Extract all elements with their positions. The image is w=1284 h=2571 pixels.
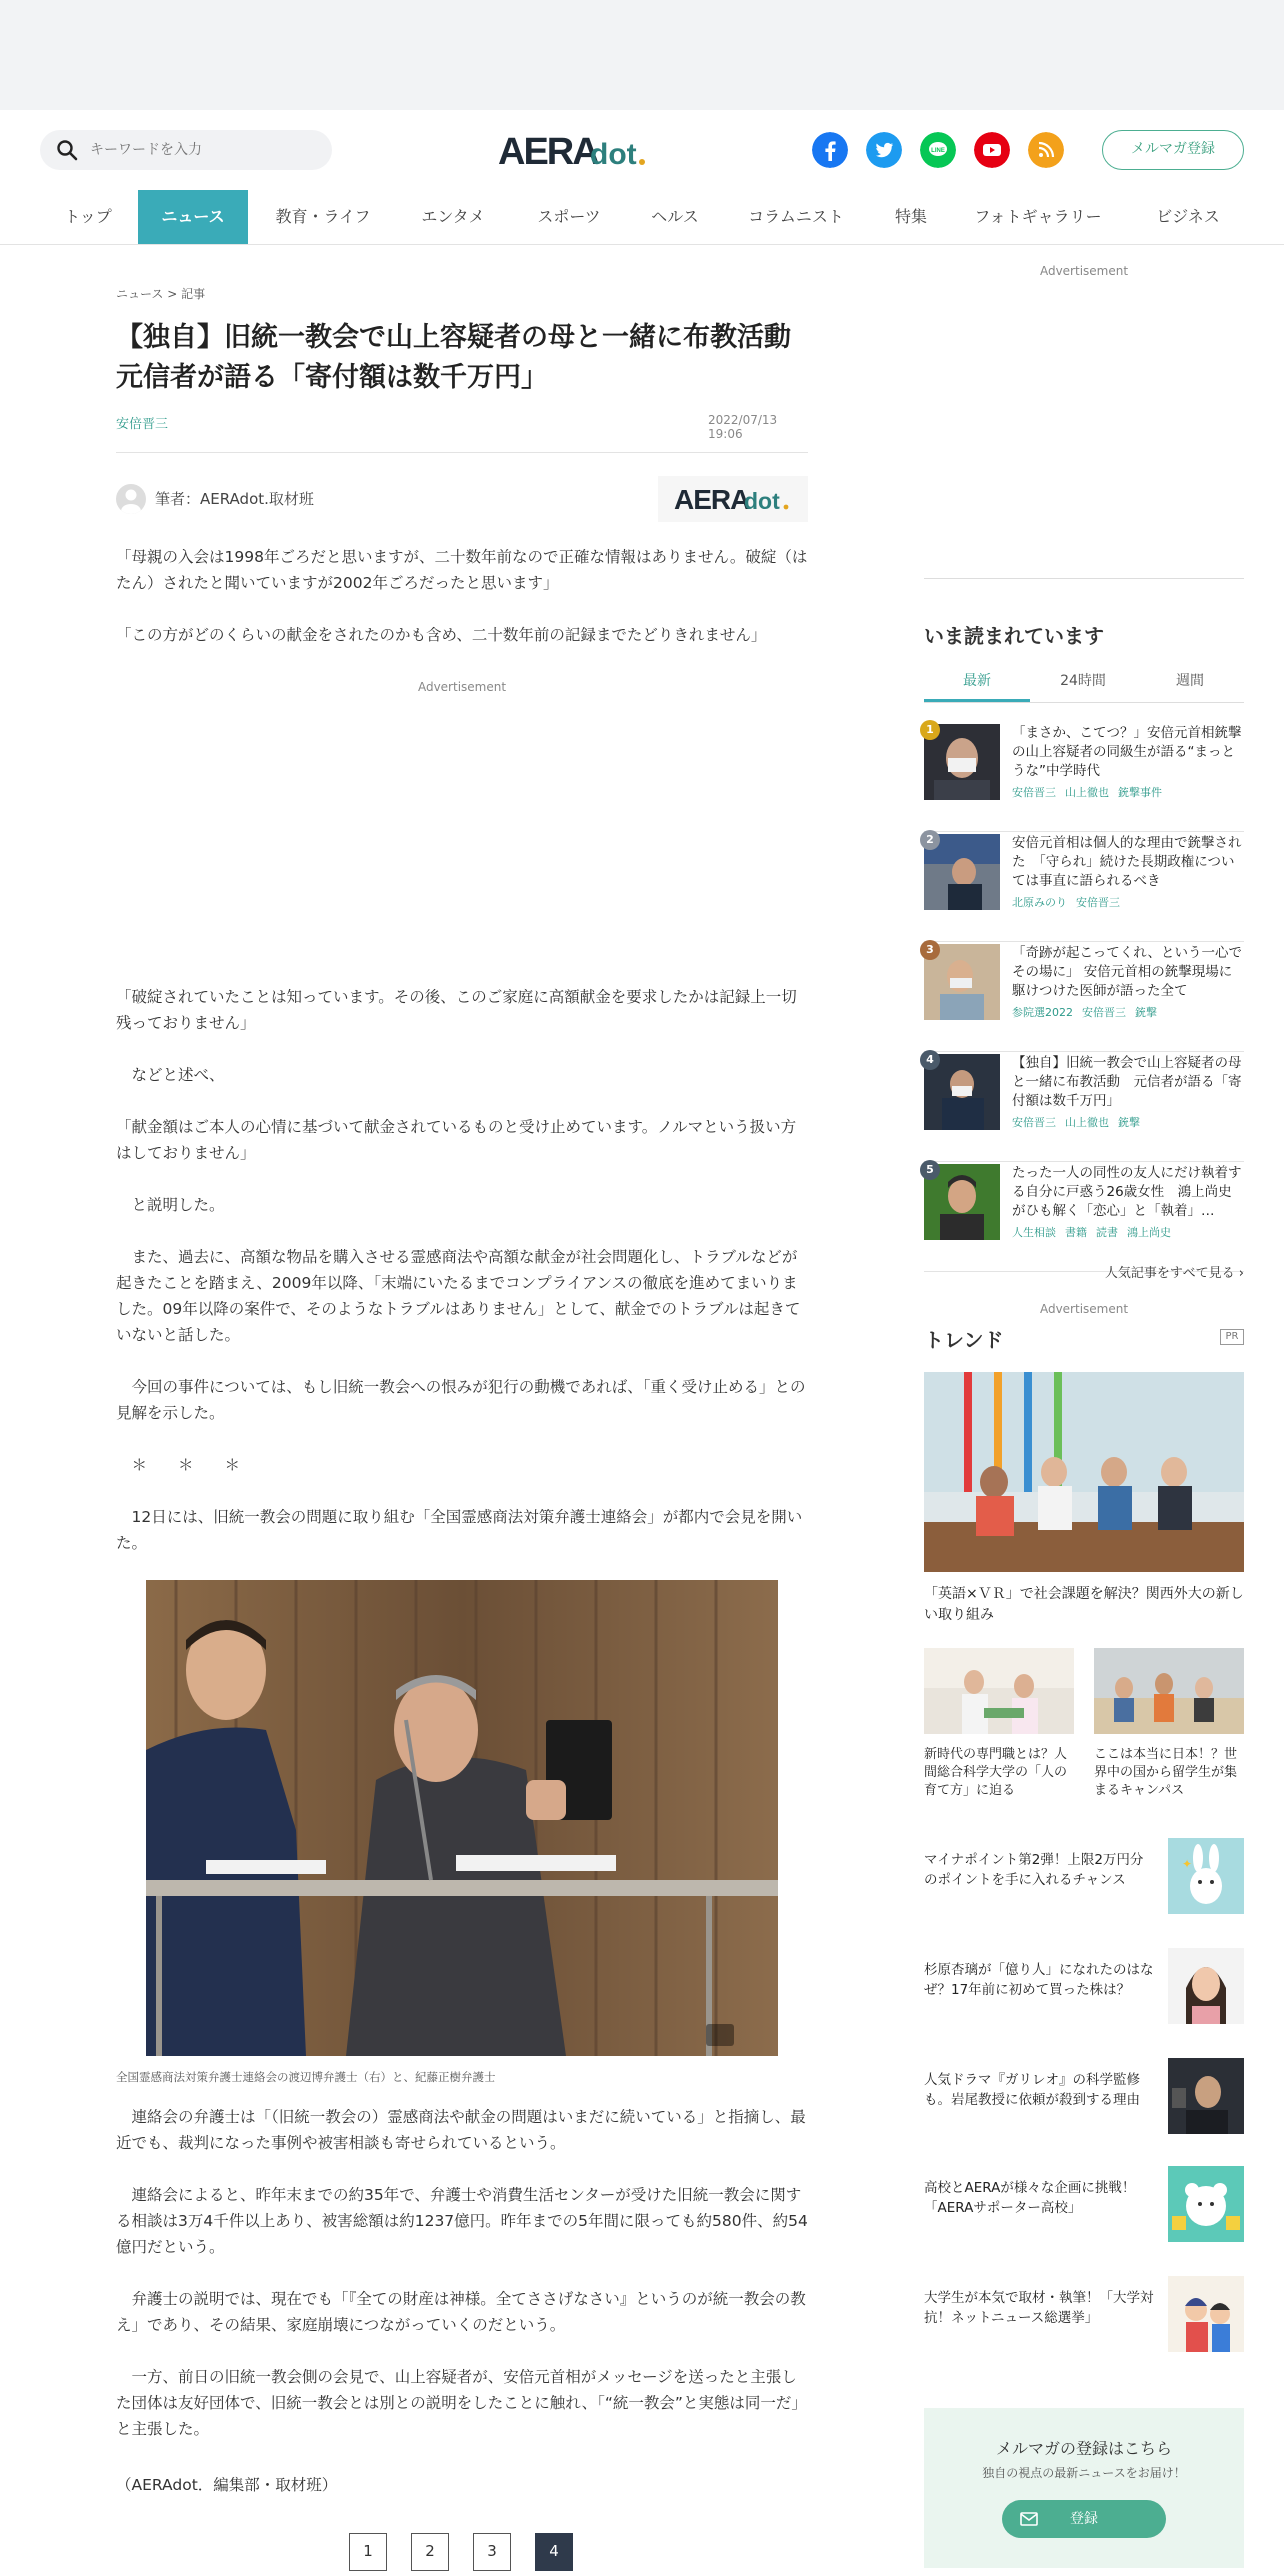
newsletter-signup-label: 登録 bbox=[1070, 2511, 1098, 2527]
svg-text:✦: ✦ bbox=[1182, 1857, 1193, 1871]
twitter-icon[interactable] bbox=[866, 132, 902, 168]
ranking-title: 安倍元首相は個人的な理由で銃撃された 「守られ」続けた長期政権については事直に語られるべき bbox=[1012, 835, 1242, 889]
tag[interactable]: 山上徹也 bbox=[1065, 1116, 1109, 1129]
svg-text:dot: dot bbox=[744, 488, 780, 514]
ranking-tags bbox=[1012, 1004, 1166, 1020]
tag[interactable]: 安倍晋三 bbox=[1082, 1006, 1126, 1019]
tag[interactable]: 山上徹也 bbox=[1065, 786, 1109, 799]
professor-portrait-image bbox=[1168, 2058, 1244, 2134]
author-avatar bbox=[116, 484, 146, 514]
ad-label: Advertisement bbox=[1039, 264, 1129, 278]
trend-title[interactable]: ここは本当に日本！？世界中の国から留学生が集まるキャンパス bbox=[1094, 1747, 1238, 1798]
see-all-label: 人気記事をすべて見る bbox=[1104, 1266, 1235, 1281]
line-icon[interactable] bbox=[920, 132, 956, 168]
rank-number-badge: 2 bbox=[920, 830, 940, 850]
rank-number-badge: 5 bbox=[920, 1160, 940, 1180]
students-illustration-image bbox=[1168, 2276, 1244, 2352]
ranking-item[interactable] bbox=[924, 724, 1244, 832]
byline-aera-logo bbox=[658, 476, 808, 522]
mynapoint-rabbit-image bbox=[1168, 1838, 1244, 1914]
ad-label: Advertisement bbox=[417, 680, 507, 694]
site-header bbox=[0, 110, 1284, 245]
trend-item[interactable] bbox=[924, 1948, 1244, 2026]
svg-text:dot: dot bbox=[590, 138, 637, 171]
trend-item[interactable] bbox=[924, 2276, 1244, 2354]
trend-thumbnail[interactable] bbox=[1094, 1648, 1244, 1734]
tag[interactable]: 安倍晋三 bbox=[1012, 786, 1056, 799]
article-photo[interactable] bbox=[146, 1580, 778, 2056]
see-all-popular-link[interactable] bbox=[1105, 1262, 1244, 1281]
newsletter-box bbox=[924, 2408, 1244, 2568]
rank-number-badge: 1 bbox=[920, 720, 940, 740]
nav-top[interactable]: トップ bbox=[64, 207, 112, 226]
search-box[interactable] bbox=[40, 130, 332, 170]
ad-label: Advertisement bbox=[1039, 1302, 1129, 1316]
mail-icon bbox=[1020, 2512, 1038, 2526]
ranking-item[interactable] bbox=[924, 944, 1244, 1052]
tag[interactable]: 銃撃 bbox=[1118, 1116, 1140, 1129]
nav-sports[interactable]: スポーツ bbox=[537, 207, 601, 226]
trend-thumbnail[interactable] bbox=[924, 1648, 1074, 1734]
ranking-item[interactable] bbox=[924, 834, 1244, 942]
aera-dot-logo[interactable] bbox=[498, 124, 648, 176]
paragraph: 今回の事件については、もし旧統一教会への恨みが犯行の動機であれば、「重く受け止める」との見解を示した。 bbox=[116, 1378, 806, 1422]
tag[interactable]: 鴻上尚史 bbox=[1127, 1226, 1171, 1239]
rss-icon[interactable] bbox=[1028, 132, 1064, 168]
divider bbox=[116, 452, 808, 453]
paragraph: 連絡会の弁護士は「（旧統一教会の）霊感商法や献金の問題はいまだに続いている」と指摘し、最近でも、裁判になった事例や被害相談も寄せられているという。 bbox=[116, 2108, 806, 2152]
nav-business[interactable]: ビジネス bbox=[1156, 207, 1220, 226]
trend-title: 人気ドラマ『ガリレオ』の科学監修も。岩尾教授に依頼が殺到する理由 bbox=[924, 2072, 1140, 2108]
paragraph: 連絡会によると、昨年末までの約35年で、弁護士や消費生活センターが受けた旧統一教会に関する相談は3万4千件以上あり、被害総額は約1237億円。昨年までの5年間に限っても約580件、約54億円だという。 bbox=[116, 2186, 808, 2256]
page-3[interactable]: 3 bbox=[473, 2533, 511, 2571]
article-title-line2: 元信者が語る「寄付額は数千万円」 bbox=[116, 362, 548, 393]
search-icon bbox=[56, 139, 78, 161]
main-nav bbox=[0, 190, 1284, 244]
newsletter-register-button[interactable]: メルマガ登録 bbox=[1102, 130, 1244, 170]
divider bbox=[924, 702, 1244, 703]
ranking-tab-weekly[interactable]: 週間 bbox=[1176, 673, 1204, 689]
ranking-tags bbox=[1012, 1224, 1180, 1240]
newsletter-subtitle: 独自の視点の最新ニュースをお届け！ bbox=[982, 2466, 1186, 2480]
aera-mascot-image bbox=[1168, 2166, 1244, 2242]
trend-feature-title[interactable]: 「英語×ＶＲ」で社会課題を解決？関西外大の新しい取り組み bbox=[924, 1586, 1244, 1623]
author-credit: （AERAdot．編集部・取材班） bbox=[116, 2476, 338, 2494]
paragraph: 12日には、旧統一教会の問題に取り組む「全国霊感商法対策弁護士連絡会」が都内で会見を開いた。 bbox=[116, 1508, 803, 1552]
svg-text:AERA: AERA bbox=[498, 131, 598, 173]
woman-portrait-image bbox=[1168, 1948, 1244, 2024]
nav-features[interactable]: 特集 bbox=[894, 207, 927, 226]
tag[interactable]: 読書 bbox=[1096, 1226, 1118, 1239]
trend-item[interactable] bbox=[924, 2166, 1244, 2244]
newsletter-signup-button[interactable] bbox=[1002, 2500, 1166, 2538]
ranking-title: たった一人の同性の友人にだけ執着する自分に戸惑う26歳女性 鴻上尚史がひも解く「恋心」と「執着」… bbox=[1012, 1165, 1242, 1219]
tag[interactable]: 参院選2022 bbox=[1012, 1006, 1073, 1019]
paragraph: 弁護士の説明では、現在でも「『全ての財産は神様。全てささげなさい』というのが統一教会の教え」であり、その結果、家庭崩壊につながっていくのだという。 bbox=[116, 2290, 806, 2334]
ranking-item[interactable] bbox=[924, 1054, 1244, 1162]
trend-title[interactable]: 新時代の専門職とは？人間総合科学大学の「人の育て方」に迫る bbox=[924, 1747, 1068, 1798]
svg-text:LINE: LINE bbox=[931, 148, 945, 154]
tag[interactable]: 銃撃 bbox=[1135, 1006, 1157, 1019]
divider bbox=[924, 578, 1244, 579]
tag[interactable]: 銃撃事件 bbox=[1118, 786, 1162, 799]
page-4[interactable]: 4 bbox=[535, 2533, 573, 2571]
youtube-icon[interactable] bbox=[974, 132, 1010, 168]
ranking-heading: いま読まれています bbox=[924, 624, 1104, 648]
chevron-right-icon: › bbox=[1238, 1266, 1244, 1281]
publish-date: 2022/07/13 19:06 bbox=[708, 413, 778, 441]
nav-education-life[interactable]: 教育・ライフ bbox=[275, 207, 371, 226]
trend-title: 杉原杏璃が「億り人」になれたのはなぜ？17年前に初めて買った株は？ bbox=[924, 1962, 1154, 1998]
ranking-tab-latest[interactable]: 最新 bbox=[924, 670, 1030, 702]
trend-item[interactable] bbox=[924, 2058, 1244, 2136]
breadcrumb[interactable]: ニュース > 記事 bbox=[116, 287, 206, 301]
ranking-tags bbox=[1012, 784, 1171, 800]
paragraph: 「破綻されていたことは知っています。その後、このご家庭に高額献金を要求したかは記録上一切残っておりません」 bbox=[116, 988, 797, 1032]
ranking-title: 【独自】旧統一教会で山上容疑者の母と一緒に布教活動 元信者が語る「寄付額は数千万円」 bbox=[1012, 1055, 1242, 1109]
paragraph: などと述べ、 bbox=[116, 1066, 225, 1084]
paragraph: 一方、前日の旧統一教会側の会見で、山上容疑者が、安倍元首相がメッセージを送ったと主張した団体は友好団体で、旧統一教会とは別との説明をしたことに触れ、「“統一教会”と実態は同一だ」と主張した。 bbox=[116, 2368, 807, 2438]
paragraph: 「母親の入会は1998年ごろだと思いますが、二十数年前なので正確な情報はありません。破綻（はたん）されたと聞いていますが2002年ごろだったと思います」 bbox=[116, 548, 808, 592]
tag[interactable]: 安倍晋三 bbox=[1076, 896, 1120, 909]
ranking-item[interactable] bbox=[924, 1164, 1244, 1272]
search-input[interactable] bbox=[90, 130, 320, 170]
ranking-title: 「奇跡が起こってくれ、という一心でその場に」 安倍元首相の銃撃現場に駆けつけた医師が語った全て bbox=[1012, 945, 1243, 999]
top-ad-band bbox=[0, 0, 1284, 110]
separator-stars: ＊ ＊ ＊ bbox=[116, 1456, 241, 1474]
trend-item[interactable] bbox=[924, 1838, 1244, 1916]
nav-health[interactable]: ヘルス bbox=[651, 207, 699, 226]
pr-badge: PR bbox=[1220, 1329, 1244, 1345]
trend-title: マイナポイント第2弾！上限2万円分のポイントを手に入れるチャンス bbox=[924, 1852, 1144, 1888]
ranking-tags bbox=[1012, 894, 1129, 910]
paragraph: また、過去に、高額な物品を購入させる霊感商法や高額な献金が社会問題化し、トラブルなどが起きたことを踏まえ、2009年以降、「末端にいたるまでコンプライアンスの徹底を進めてまいりました。09年以降の案件で、そのようなトラブルはありません」として、献金でのトラブルは起きていないと話した。 bbox=[116, 1248, 801, 1344]
nav-news[interactable]: ニュース bbox=[138, 190, 248, 244]
trend-feature-image[interactable] bbox=[924, 1372, 1244, 1572]
paragraph: 「この方がどのくらいの献金をされたのかも含め、二十数年前の記録までたどりきれません」 bbox=[116, 626, 767, 644]
tag[interactable]: 安倍晋三 bbox=[1012, 1116, 1056, 1129]
ranking-tab-24h[interactable]: 24時間 bbox=[1060, 673, 1106, 689]
page-2[interactable]: 2 bbox=[411, 2533, 449, 2571]
tag[interactable]: 北原みのり bbox=[1012, 896, 1067, 909]
trend-title: 高校とAERAが様々な企画に挑戦！「AERAサポーター高校」 bbox=[924, 2180, 1136, 2216]
article-tag-link[interactable]: 安倍晋三 bbox=[116, 417, 169, 432]
page-1[interactable]: 1 bbox=[349, 2533, 387, 2571]
rank-number-badge: 4 bbox=[920, 1050, 940, 1070]
article-title bbox=[116, 318, 816, 398]
rank-number-badge: 3 bbox=[920, 940, 940, 960]
trend-heading: トレンド bbox=[924, 1328, 1004, 1352]
svg-text:AERA: AERA bbox=[674, 484, 750, 515]
nav-columnist[interactable]: コラムニスト bbox=[748, 207, 844, 226]
nav-entertainment[interactable]: エンタメ bbox=[421, 207, 485, 226]
nav-photo-gallery[interactable]: フォトギャラリー bbox=[974, 207, 1102, 226]
tag[interactable]: 人生相談 bbox=[1012, 1226, 1056, 1239]
trend-title: 大学生が本気で取材・執筆！「大学対抗！ネットニュース総選挙」 bbox=[924, 2290, 1154, 2326]
tag[interactable]: 書籍 bbox=[1065, 1226, 1087, 1239]
paragraph: と説明した。 bbox=[116, 1196, 225, 1214]
byline: 筆者：AERAdot.取材班 bbox=[155, 490, 314, 508]
ranking-title: 「まさか、こてつ？」安倍元首相銃撃の山上容疑者の同級生が語る“まっとうな”中学時代 bbox=[1012, 725, 1242, 779]
ranking-tags bbox=[1012, 1114, 1149, 1130]
facebook-icon[interactable] bbox=[812, 132, 848, 168]
article-title-line1: 【独自】旧統一教会で山上容疑者の母と一緒に布教活動 bbox=[116, 322, 791, 353]
newsletter-title: メルマガの登録はこちら bbox=[995, 2439, 1172, 2458]
paragraph: 「献金額はご本人の心情に基づいて献金されているものと受け止めています。ノルマという扱い方はしておりません」 bbox=[116, 1118, 797, 1162]
photo-caption: 全国霊感商法対策弁護士連絡会の渡辺博弁護士（右）と、紀藤正樹弁護士 bbox=[116, 2070, 496, 2084]
